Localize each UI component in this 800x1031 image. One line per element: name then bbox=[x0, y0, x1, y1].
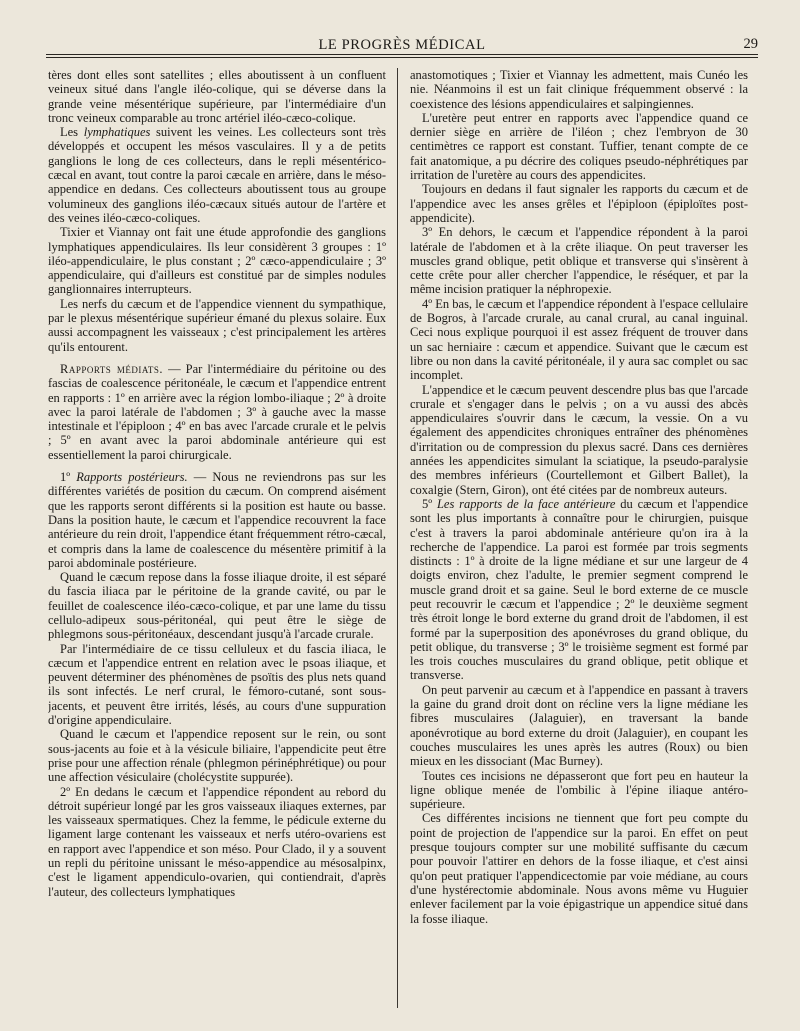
section-heading: Rapports postérieurs. bbox=[76, 470, 188, 485]
paragraph-text: du cæcum et l'appendice sont les plus importants à connaître pour le chirurgien, puisque c'est à travers la paroi abdominale antérieure qu'on ira à la recherche de l'appendice. La paroi est formée par trois segments distincts : 1º à droite de la ligne médiane et sur une largeur de 4 doigts environ, chez l'adulte, le premier segment comprend le muscle grand droit et sa gaine. Seul le bord externe de ce muscle peut recouvrir le cæcum et l'appendice ; 2º le deuxième segment très étroit longe le bord externe du grand droit de l'abdomen, il est formé par la superposition des aponévroses du grand oblique, du petit oblique, du transverse ; 3º le troisième segment est formé par les trois couches musculaires du grand oblique, petit oblique et transverse. bbox=[410, 496, 748, 683]
paragraph-text: suivent les veines. Les collecteurs sont très développés et occupent les mésos vasculaires. Il y a de petits ganglions le long de ces collecteurs, dans le repli mésentérico-cæcal en avant, tout contre la paroi cæcale en arrière, dans le méso-appendice en dedans. Ces collecteurs aboutissent tous au groupe volumineux des ganglions iléo-cæcaux situés autour de l'artère et des veines iléo-cæco-coliques. bbox=[48, 125, 386, 225]
left-column bbox=[48, 68, 386, 1010]
paragraph: Tixier et Viannay ont fait une étude approfondie des ganglions lymphatiques appendiculaires. Ils leur considèrent 3 groupes : 1º iléo-appendiculaire, le plus constant ; 2º cæco-appendiculaire ; 3º appendiculaire, qui d'ailleurs est constitué par de simples nodules ganglionnaires interrupteurs. bbox=[48, 225, 386, 297]
section-heading: Les rapports de la face antérieure bbox=[436, 496, 616, 511]
paragraph: tères dont elles sont satellites ; elles aboutissent à un confluent veineux situé dans l'angle iléo-colique, qui se déverse dans la grande veine mésentérique supérieure, par l'intermédiaire d'un tronc veineux comparable au tronc artériel iléo-cæco-colique. bbox=[48, 68, 386, 125]
paragraph: 2º En dedans le cæcum et l'appendice répondent au rebord du détroit supérieur longé par les gros vaisseaux iliaques externes, par les vaisseaux spermatiques. Chez la femme, le pédicule externe du ligament large contenant les vaisseaux et nerfs utéro-ovariens est en rapport avec l'appendice et son méso. Pour Clado, il y a souvent un repli du péritoine unissant le méso-appendice au mésosalpinx, c'est le ligament appendiculo-ovarien, qui contiendrait, d'après l'auteur, des collecteurs lymphatiques bbox=[48, 784, 386, 899]
section-heading: Rapports médiats. bbox=[60, 361, 163, 376]
paragraph-text: — Par l'intermédiaire du péritoine ou des fascias de coalescence péritonéale, le cæcum et l'appendice entrent en rapports : 1º en arrière avec la région lombo-iliaque ; 2º à droite avec la paroi latérale de l'abdomen ; 3º à gauche avec la masse intestinale et l'épiploon ; 4º en bas avec l'arcade crurale et le pelvis ; 5º en avant avec la paroi abdominale antérieure qui est essentiellement la paroi chirurgicale. bbox=[48, 361, 386, 462]
paragraph: Les nerfs du cæcum et de l'appendice viennent du sympathique, par le plexus mésentérique supérieur émané du plexus solaire. Eux aussi accompagnent les vaisseaux ; c'est principalement les artères qu'ils entourent. bbox=[48, 296, 386, 354]
paragraph: Quand le cæcum et l'appendice reposent sur le rein, ou sont sous-jacents au foie et à la vésicule biliaire, l'appendicite peut être prise pour une affection rénale (phlegmon périnéphrétique) ou pour une affection vésiculaire (cholécystite suppurée). bbox=[48, 727, 386, 785]
paragraph-lead: Les bbox=[60, 125, 79, 140]
running-header bbox=[46, 30, 758, 56]
paragraph: Quand le cæcum repose dans la fosse iliaque droite, il est séparé du fascia iliaca par le péritoine de la grande cavité, ou par le feuillet de coalescence iléo-cæco-colique, et par une lame du tissu cellulo-adipeux sous-péritonéal, qui peut être le siège de phlegmons sous-péritonéaux, descendant jusqu'à l'arcade crurale. bbox=[48, 570, 386, 642]
section-number: 1º bbox=[60, 470, 71, 485]
italic-term: lymphatiques bbox=[83, 125, 151, 140]
header-rule bbox=[46, 54, 758, 55]
right-column bbox=[410, 68, 748, 1010]
paragraph: anastomotiques ; Tixier et Viannay les admettent, mais Cunéo les nie. Néanmoins il est un fait clinique fréquemment observé : la coexistence des lésions appendiculaires et salpingiennes. bbox=[410, 68, 748, 111]
section-rapports-posterieurs bbox=[48, 470, 386, 570]
journal-title: LE PROGRÈS MÉDICAL bbox=[318, 37, 486, 53]
section-rapports-mediats bbox=[48, 362, 386, 462]
section-number: 5º bbox=[422, 496, 433, 511]
paragraph: 4º En bas, le cæcum et l'appendice répondent à l'espace cellulaire de Bogros, à l'arcade crurale, au canal crural, au canal inguinal. Ceci nous explique pourquoi il est assez fréquent de trouver dans un sac herniaire : cæcum et appendice. Suivant que le cæcum est libre ou non dans la cavité péritonéale, il y aura sac complet ou sac incomplet. bbox=[410, 296, 748, 383]
header-rule-double bbox=[46, 57, 758, 58]
paragraph: L'appendice et le cæcum peuvent descendre plus bas que l'arcade crurale et s'engager dans le pelvis ; on a vu aussi des abcès appendiculaires s'ouvrir dans le cæcum, la vessie. On a vu également des appendicites chroniques entraîner des phénomènes d'irritation ou de compression du plexus sacré. Dans ces dernières années les appendicites simulant la sciatique, la pseudo-paralysie des membres inférieurs (Courtellemont et Gilbert Ballet), la coxalgie (Stern, Giron), ont été citées par de nombreux auteurs. bbox=[410, 382, 748, 497]
paragraph: Ces différentes incisions ne tiennent que fort peu compte du point de projection de l'appendice sur la paroi. En effet on peut presque toujours compter sur une mobilité suffisante du cæcum pour pouvoir l'attirer en dehors de la fosse iliaque, et c'est ainsi qu'on peut pratiquer l'appendicectomie par voie médiane, au cours d'une hystérectomie abdominale. Nous avons même vu Huguier enlever facilement par la voie épigastrique un appendice situé dans la fosse iliaque. bbox=[410, 811, 748, 926]
paragraph-text: — Nous ne reviendrons pas sur les différentes variétés de position du cæcum. On comprend aisément que les rapports seront différents si la position est haute ou basse. Dans la position haute, le cæcum et l'appendice recouvrent la face antérieure du rein droit, l'appendice étant fréquemment rétro-cæcal, et compris dans la lame de coalescence du mésentère primitif à la paroi abdominale postérieure. bbox=[48, 470, 386, 570]
paragraph: Toutes ces incisions ne dépasseront que fort peu en hauteur la ligne oblique menée de l'ombilic à l'épine iliaque antéro-supérieure. bbox=[410, 768, 748, 812]
paragraph: L'uretère peut entrer en rapports avec l'appendice quand ce dernier siège en arrière de l'iléon ; chez l'embryon de 30 centimètres ce rapport est constant. Tuffier, tenant compte de ce fait anatomique, a pu décrire des coliques pseudo-néphrétiques par irritation de l'uretère au cours des appendicites. bbox=[410, 110, 748, 183]
page-number: 29 bbox=[743, 36, 758, 52]
paragraph: 3º En dehors, le cæcum et l'appendice répondent à la paroi latérale de l'abdomen et à la crête iliaque. On peut traverser les muscles grand oblique, petit oblique et transverse qui s'insèrent à cette crête pour aller chercher l'appendice, le réséquer, et par la même incision pratiquer la néphropexie. bbox=[410, 225, 748, 297]
column-divider bbox=[397, 68, 398, 1008]
section-face-anterieure bbox=[410, 497, 748, 683]
paragraph: On peut parvenir au cæcum et à l'appendice en passant à travers la gaine du grand droit dont on récline vers la ligne médiane les fibres musculaires (Jalaguier), en traversant la bande aponévrotique au bord externe du droit (Jalaguier), en coupant les couches musculaires les unes après les autres (Roux) ou bien mieux en les dissociant (Mac Burney). bbox=[410, 682, 748, 769]
paragraph-lymphatics bbox=[48, 125, 386, 225]
paragraph: Toujours en dedans il faut signaler les rapports du cæcum et de l'appendice avec les anses grêles et l'épiploon (épiploïtes post-appendicite). bbox=[410, 182, 748, 225]
paragraph: Par l'intermédiaire de ce tissu celluleux et du fascia iliaca, le cæcum et l'appendice entrent en relation avec le psoas iliaque, et peuvent déterminer des phénomènes de psoïtis des plus nets quand ils sont infectés. Le nerf crural, le fémoro-cutané, sont sous-jacents, et peuvent être irrités, lésés, au cours d'une suppuration d'origine appendiculaire. bbox=[48, 641, 386, 728]
